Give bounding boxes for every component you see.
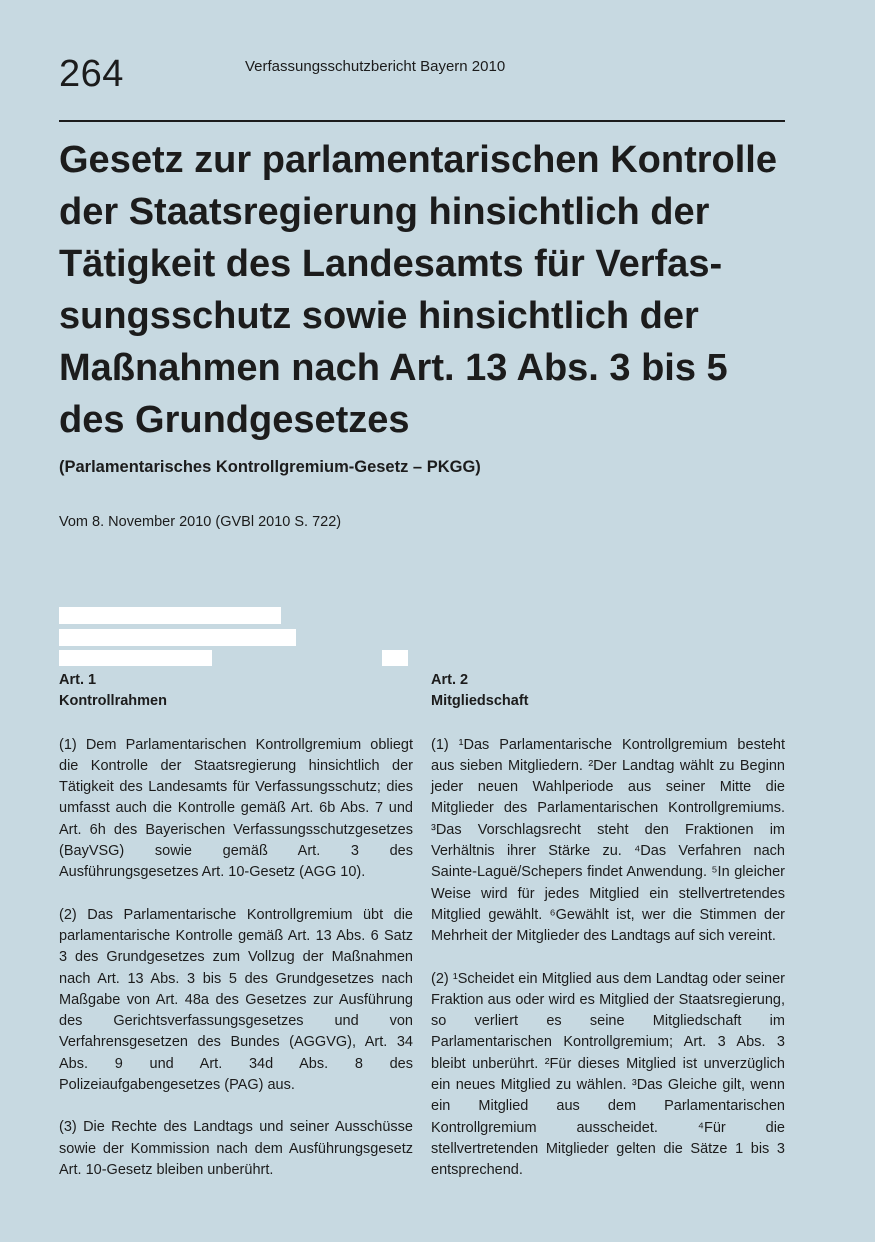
title-line: Tätigkeit des Landesamts für Verfas- xyxy=(59,243,723,285)
article-paragraph: (2) ¹Scheidet ein Mitglied aus dem Landtag oder seiner Fraktion aus oder wird es Mitglied der Staatsregierung, so verliert es seine Mitgliedschaft im Parlamentarischen Kontrollgremium; Art. 3 Abs. 3 bleibt unberührt. ²Für dieses Mitglied ist unverzüglich ein neues Mitglied zu wählen. ³Das Gleiche gilt, wenn ein Mitglied aus dem Parlamentarischen Kontrollgremium ausscheidet. ⁴Für die stellvertretenden Mitglieder gelten die Sätze 1 bis 3 entsprechend. xyxy=(431,970,785,1179)
redaction-block xyxy=(59,629,296,646)
redaction-block xyxy=(59,650,212,666)
title-line: des Grundgesetzes xyxy=(59,399,410,441)
article-number: Art. 2 xyxy=(431,672,469,688)
redaction-block xyxy=(382,650,408,666)
date-line: Vom 8. November 2010 (GVBl 2010 S. 722) xyxy=(59,514,342,530)
header-rule xyxy=(59,120,785,122)
article-number: Art. 1 xyxy=(59,672,97,688)
document-title xyxy=(59,134,799,446)
article-title: Mitgliedschaft xyxy=(431,693,529,710)
title-line: sungsschutz sowie hinsichtlich der xyxy=(59,295,699,337)
title-line: der Staatsregierung hinsichtlich der xyxy=(59,191,710,233)
article-paragraph: (1) ¹Das Parlamentarische Kontrollgremium besteht aus sieben Mitgliedern. ²Der Landtag wählt zu Beginn jeder neuen Wahlperiode aus seiner Mitte die Mitglieder des Parlamentarischen Kontrollgremiums. ³Das Vorschlagsrecht steht den Fraktionen im Verhältnis ihrer Stärke zu. ⁴Das Verfahren nach Sainte-Laguë/Schepers findet Anwendung. ⁵In gleicher Weise wird für jedes Mitglied ein stellvertretendes Mitglied gewählt. ⁶Gewählt ist, wer die Stimmen der Mehrheit der Mitglieder des Landtags auf sich vereint. xyxy=(431,736,785,945)
redaction-block xyxy=(59,607,281,624)
running-header: Verfassungsschutzbericht Bayern 2010 xyxy=(245,58,506,75)
article-paragraph: (2) Das Parlamentarische Kontrollgremium übt die parlamentarische Kontrolle gemäß Art. 13 Abs. 6 Satz 3 des Grundgesetzes zum Vollzug der Maßnahmen nach Art. 13 Abs. 3 bis 5 des Grundgesetzes nach Maßgabe von Art. 48a des Gesetzes zur Ausführung des Gerichtsverfassungsgesetzes und von Verfahrensgesetzen des Bundes (AGGVG), Art. 34 Abs. 9 und Art. 34d Abs. 8 des Polizeiaufgabengesetzes (PAG) aus. xyxy=(59,906,413,1094)
article-paragraph: (3) Die Rechte des Landtags und seiner Ausschüsse sowie der Kommission nach dem Ausführungsgesetz Art. 10-Gesetz bleiben unberührt. xyxy=(59,1119,413,1178)
article-paragraph: (1) Dem Parlamentarischen Kontrollgremium obliegt die Kontrolle der Staatsregierung hinsichtlich der Tätigkeit des Landesamts für Verfassungsschutz; dies umfasst auch die Kontrolle gemäß Art. 6b Abs. 7 und Art. 6h des Bayerischen Verfassungsschutzgesetzes (BayVSG) sowie gemäß Art. 3 des Ausführungsgesetzes Art. 10-Gesetz (AGG 10). xyxy=(59,736,413,881)
article-2 xyxy=(431,670,785,1203)
document-subtitle: (Parlamentarisches Kontrollgremium-Gesetz – PKGG) xyxy=(59,458,481,476)
article-title: Kontrollrahmen xyxy=(59,693,167,710)
article-1 xyxy=(59,670,413,1202)
title-line: Maßnahmen nach Art. 13 Abs. 3 bis 5 xyxy=(59,347,728,389)
title-line: Gesetz zur parlamentarischen Kontrolle xyxy=(59,139,777,181)
page-number: 264 xyxy=(59,53,124,95)
